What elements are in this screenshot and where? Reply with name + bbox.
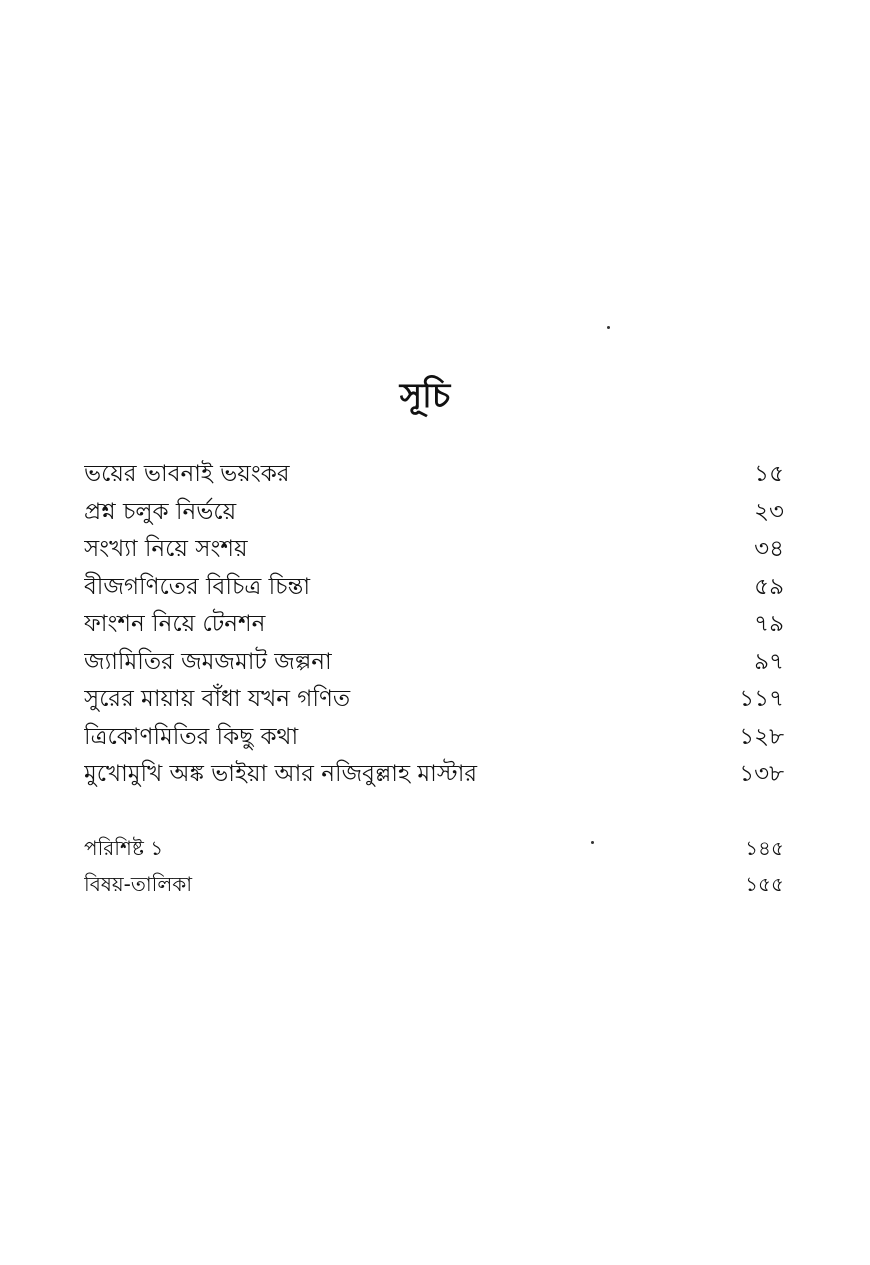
toc-entry-title: প্রশ্ন চলুক নির্ভয়ে — [84, 498, 237, 525]
toc-entry-page: ৫৯ — [754, 573, 784, 600]
toc-entry-page: ৯৭ — [754, 648, 784, 675]
toc-entry-title: জ্যামিতির জমজমাট জল্পনা — [84, 648, 332, 675]
appendix-entry-title: বিষয়-তালিকা — [84, 872, 193, 896]
appendix-entry-page: ১৫৫ — [745, 872, 784, 896]
toc-entry-page: ৭৯ — [754, 611, 784, 637]
toc-entry-page: ১১৭ — [739, 686, 784, 712]
scan-speck — [607, 326, 610, 329]
toc-entry-page: ৩৪ — [754, 536, 784, 562]
toc-entry-title: ফাংশন নিয়ে টেনশন — [84, 611, 266, 637]
toc-entry — [84, 606, 784, 644]
toc-entry — [84, 569, 784, 607]
toc-entry-title: বীজগণিতের বিচিত্র চিন্তা — [84, 573, 311, 600]
toc-entry-title: ভয়ের ভাবনাই ভয়ংকর — [84, 461, 290, 487]
toc-entry-title: মুখোমুখি অঙ্ক ভাইয়া আর নজিবুল্লাহ মাস্টার — [84, 761, 478, 787]
scan-speck — [591, 841, 594, 844]
toc-entry-page: ১৩৮ — [739, 761, 784, 787]
contents-heading: সূচি — [399, 376, 451, 416]
appendix-list — [84, 830, 784, 902]
appendix-entry — [84, 830, 784, 866]
toc-entry-title: ত্রিকোণমিতির কিছু কথা — [84, 723, 299, 750]
toc-entry-page: ২৩ — [754, 498, 784, 525]
toc-entry — [84, 756, 784, 794]
toc-entry-page: ১২৮ — [739, 723, 784, 750]
appendix-entry — [84, 866, 784, 902]
toc-entry — [84, 719, 784, 757]
appendix-entry-page: ১৪৫ — [745, 836, 784, 860]
toc-entry — [84, 681, 784, 719]
toc-entry — [84, 456, 784, 494]
toc-entry — [84, 494, 784, 532]
toc-entry-title: সুরের মায়ায় বাঁধা যখন গণিত — [84, 686, 351, 712]
toc-entry-title: সংখ্যা নিয়ে সংশয় — [84, 536, 248, 562]
toc-entry — [84, 644, 784, 682]
table-of-contents — [84, 456, 784, 794]
toc-entry — [84, 531, 784, 569]
appendix-entry-title: পরিশিষ্ট ১ — [84, 836, 164, 860]
toc-entry-page: ১৫ — [754, 461, 784, 487]
